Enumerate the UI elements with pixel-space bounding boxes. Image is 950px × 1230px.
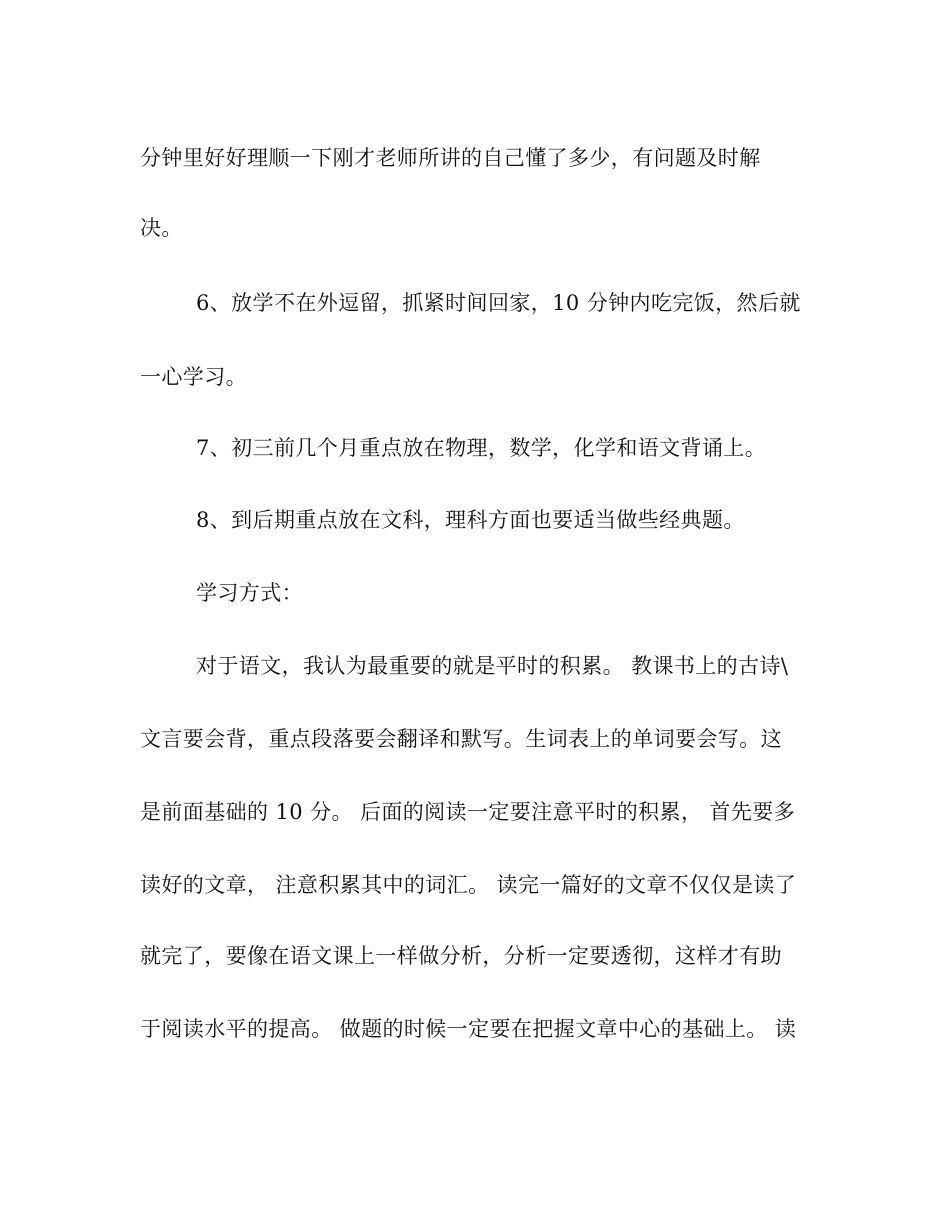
paragraph-line: 于阅读水平的提高。 做题的时候一定要在把握文章中心的基础上。 读 — [140, 1017, 797, 1041]
list-item-8: 8、到后期重点放在文科，理科方面也要适当做些经典题。 — [196, 508, 745, 532]
list-item-6: 6、放学不在外逗留，抓紧时间回家，10 分钟内吃完饭，然后就 — [196, 291, 801, 315]
paragraph-line: 是前面基础的 10 分。 后面的阅读一定要注意平时的积累， 首先要多 — [140, 800, 796, 824]
paragraph-line: 对于语文，我认为最重要的就是平时的积累。 教课书上的古诗\ — [196, 654, 789, 678]
section-heading: 学习方式： — [196, 581, 303, 605]
paragraph-line: 文言要会背，重点段落要会翻译和默写。生词表上的单词要会写。这 — [140, 727, 782, 751]
text-line: 一心学习。 — [140, 365, 247, 389]
text-line: 决。 — [140, 216, 183, 240]
paragraph-line: 读好的文章， 注意积累其中的词汇。 读完一篇好的文章不仅仅是读了 — [140, 873, 797, 897]
paragraph-line: 就完了，要像在语文课上一样做分析，分析一定要透彻，这样才有助 — [140, 944, 782, 968]
text-line: 分钟里好好理顺一下刚才老师所讲的自己懂了多少，有问题及时解 — [140, 146, 761, 170]
list-item-7: 7、初三前几个月重点放在物理，数学，化学和语文背诵上。 — [196, 436, 767, 460]
